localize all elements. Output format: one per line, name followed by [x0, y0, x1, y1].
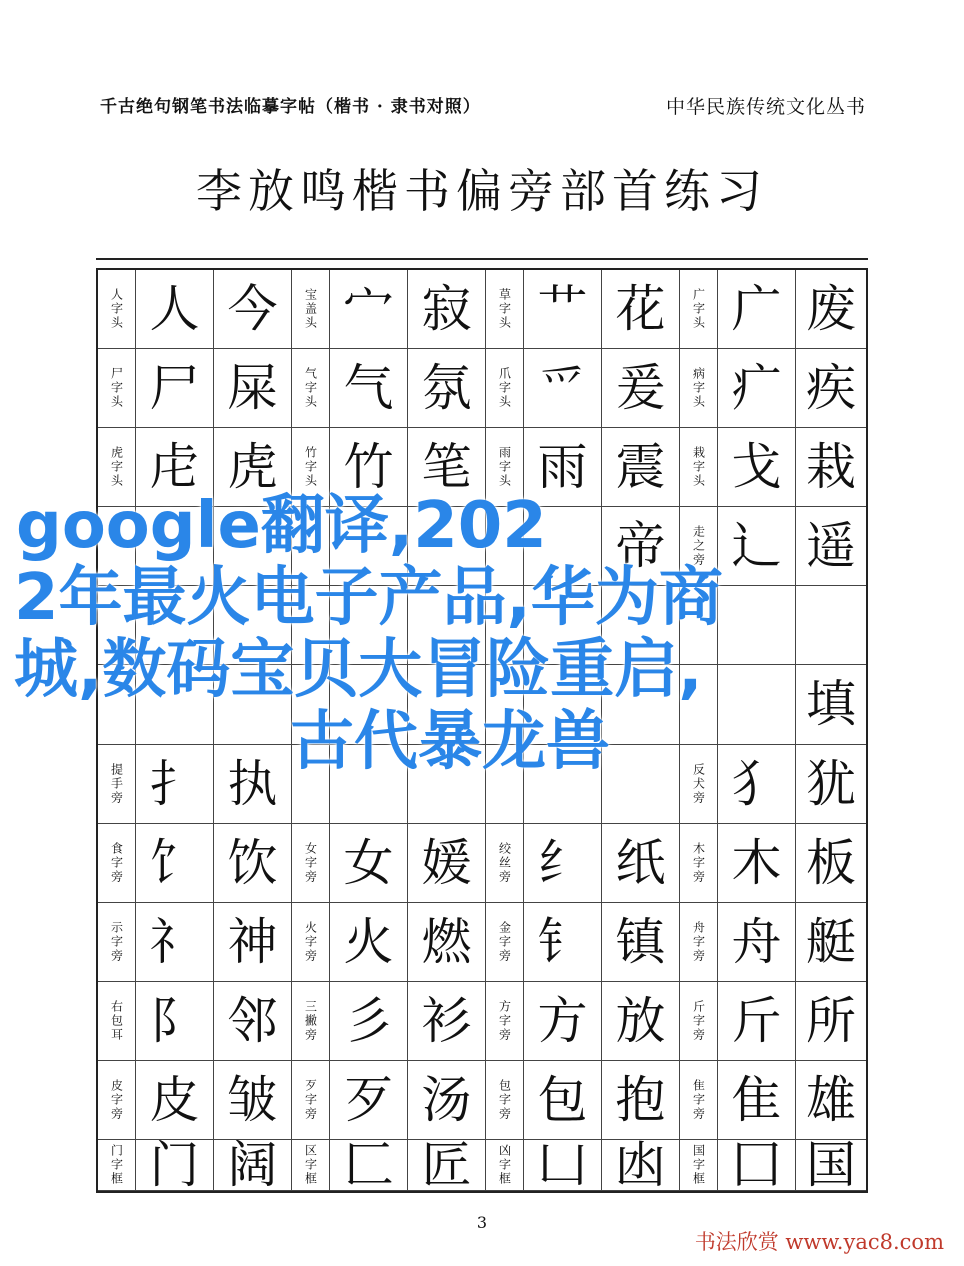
practice-glyph: 镇: [615, 912, 666, 971]
practice-glyph: 氛: [421, 359, 472, 418]
practice-glyph: 所: [806, 991, 856, 1050]
radical-label-cell: [98, 903, 136, 982]
glyph-cell: [524, 1061, 602, 1140]
practice-glyph: 雄: [806, 1070, 856, 1129]
radical-label-cell: [680, 903, 718, 982]
practice-glyph: 凼: [615, 1140, 666, 1191]
radical-label-cell: [98, 982, 136, 1061]
practice-glyph: 寂: [421, 280, 472, 339]
glyph-cell: [524, 349, 602, 428]
practice-glyph: 气: [343, 359, 394, 418]
glyph-cell: [136, 1061, 214, 1140]
practice-glyph: 尸: [149, 359, 200, 418]
radical-label-cell: [486, 824, 524, 903]
book-series-title: 中华民族传统文化丛书: [665, 96, 866, 118]
radical-label: 爪字头: [497, 367, 512, 410]
practice-glyph: 抱: [615, 1070, 666, 1129]
practice-glyph: 疾: [806, 359, 856, 418]
glyph-cell: [214, 1140, 292, 1191]
radical-label: 竹字头: [303, 446, 318, 489]
glyph-cell: [408, 1140, 486, 1191]
practice-glyph: 虍: [149, 438, 200, 497]
practice-glyph: 衫: [421, 991, 472, 1050]
radical-label: 三撇旁: [303, 999, 318, 1042]
glyph-cell: [602, 349, 680, 428]
glyph-cell: [136, 903, 214, 982]
practice-glyph: 皮: [149, 1070, 200, 1129]
radical-label-cell: [292, 982, 330, 1061]
radical-label: 提手旁: [109, 762, 124, 805]
practice-glyph: 囗: [731, 1140, 782, 1191]
glyph-cell: [796, 903, 866, 982]
practice-glyph: 废: [806, 280, 856, 339]
radical-label: 病字头: [691, 367, 706, 410]
glyph-cell: [718, 903, 796, 982]
glyph-cell: [718, 270, 796, 349]
overlay-line: 古代暴龙兽: [290, 705, 610, 779]
practice-glyph: 阔: [227, 1140, 278, 1191]
practice-glyph: 今: [227, 280, 278, 339]
glyph-cell: [602, 982, 680, 1061]
radical-label-cell: [680, 349, 718, 428]
practice-glyph: 纟: [537, 833, 588, 892]
glyph-cell: [408, 982, 486, 1061]
glyph-cell: [136, 349, 214, 428]
radical-label: 女字旁: [303, 841, 318, 884]
radical-label: 隹字旁: [691, 1078, 706, 1121]
radical-label-cell: [292, 824, 330, 903]
radical-label-cell: [486, 349, 524, 428]
practice-glyph: 饣: [149, 833, 200, 892]
glyph-cell: [214, 349, 292, 428]
practice-glyph: 匚: [343, 1140, 394, 1191]
glyph-cell: [330, 824, 408, 903]
radical-label: 反犬旁: [691, 762, 706, 805]
practice-glyph: 栽: [806, 438, 856, 497]
radical-label-cell: [486, 270, 524, 349]
glyph-cell: [136, 982, 214, 1061]
glyph-cell: [330, 1140, 408, 1191]
practice-glyph: 包: [537, 1070, 588, 1129]
overlay-line: 城,数码宝贝大冒险重启,: [14, 633, 703, 707]
practice-glyph: 艹: [537, 280, 588, 339]
glyph-cell: [214, 824, 292, 903]
practice-glyph: 宀: [343, 280, 394, 339]
glyph-cell: [214, 982, 292, 1061]
title-box: [96, 118, 868, 260]
practice-glyph: 犭: [731, 754, 782, 813]
radical-label-cell: [486, 1140, 524, 1191]
practice-glyph: 执: [227, 754, 278, 813]
radical-label: 火字旁: [303, 920, 318, 963]
practice-glyph: 方: [537, 991, 588, 1050]
practice-glyph: 隹: [731, 1070, 782, 1129]
glyph-cell: [330, 270, 408, 349]
practice-glyph: 女: [343, 833, 394, 892]
radical-label-cell: [680, 824, 718, 903]
glyph-cell: [408, 270, 486, 349]
practice-glyph: 花: [615, 280, 666, 339]
practice-glyph: 竹: [343, 438, 394, 497]
practice-glyph: 凵: [537, 1140, 588, 1191]
radical-label: 示字旁: [109, 920, 124, 963]
practice-glyph: 扌: [149, 754, 200, 813]
glyph-cell: [524, 903, 602, 982]
page-title: 李放鸣楷书偏旁部首练习: [196, 164, 768, 218]
practice-glyph: 爫: [537, 359, 588, 418]
glyph-cell: [408, 824, 486, 903]
glyph-cell: [796, 1061, 866, 1140]
glyph-cell: [796, 349, 866, 428]
practice-glyph: 犹: [806, 754, 856, 813]
radical-label: 右包耳: [109, 999, 124, 1042]
glyph-cell: [524, 270, 602, 349]
radical-label-cell: [292, 1061, 330, 1140]
practice-glyph: 门: [149, 1140, 200, 1191]
radical-label: 舟字旁: [691, 920, 706, 963]
practice-glyph: 燃: [421, 912, 472, 971]
glyph-cell: [718, 1061, 796, 1140]
practice-glyph: 火: [343, 912, 394, 971]
glyph-cell: [602, 1140, 680, 1191]
glyph-cell: [408, 1061, 486, 1140]
radical-label: 尸字头: [109, 367, 124, 410]
practice-glyph: 笔: [421, 438, 472, 497]
practice-glyph: 艇: [806, 912, 856, 971]
practice-glyph: 人: [149, 280, 200, 339]
practice-glyph: 戈: [731, 438, 782, 497]
radical-label: 食字旁: [109, 841, 124, 884]
glyph-cell: [796, 1140, 866, 1191]
glyph-cell: [602, 903, 680, 982]
glyph-cell: [718, 824, 796, 903]
overlay-line: google翻译,202: [16, 489, 547, 563]
radical-label: 走之旁: [691, 525, 706, 568]
practice-glyph: 匠: [421, 1140, 472, 1191]
radical-label-cell: [680, 982, 718, 1061]
glyph-cell: [330, 1061, 408, 1140]
radical-label: 皮字旁: [109, 1078, 124, 1121]
glyph-cell: [136, 270, 214, 349]
practice-glyph: 汤: [421, 1070, 472, 1129]
radical-label: 斤字旁: [691, 999, 706, 1042]
radical-label: 宝盖头: [303, 288, 318, 331]
radical-label: 金字旁: [497, 920, 512, 963]
radical-label-cell: [98, 270, 136, 349]
page-number: 3: [476, 1213, 488, 1232]
glyph-cell: [524, 824, 602, 903]
radical-label: 区字框: [303, 1144, 318, 1186]
practice-glyph: 彡: [343, 991, 394, 1050]
practice-glyph: 雨: [537, 438, 588, 497]
radical-label: 广字头: [691, 288, 706, 331]
radical-label-cell: [486, 903, 524, 982]
practice-glyph: 钅: [537, 912, 588, 971]
practice-glyph: 饮: [227, 833, 278, 892]
radical-label: 方字旁: [497, 999, 512, 1042]
glyph-cell: [214, 903, 292, 982]
practice-glyph: 疒: [731, 359, 782, 418]
glyph-cell: [524, 982, 602, 1061]
glyph-cell: [136, 824, 214, 903]
radical-label: 国字框: [691, 1144, 706, 1186]
radical-label: 绞丝旁: [497, 841, 512, 884]
glyph-cell: [330, 349, 408, 428]
radical-label-cell: [680, 270, 718, 349]
glyph-cell: [214, 1061, 292, 1140]
radical-label-cell: [680, 1140, 718, 1191]
practice-glyph: 屎: [227, 359, 278, 418]
practice-glyph: 广: [731, 280, 782, 339]
practice-glyph: 放: [615, 991, 666, 1050]
practice-glyph: 媛: [421, 833, 472, 892]
practice-glyph: 木: [731, 833, 782, 892]
glyph-cell: [718, 982, 796, 1061]
glyph-cell: [718, 1140, 796, 1191]
practice-glyph: 斤: [731, 991, 782, 1050]
radical-label: 虎字头: [109, 446, 124, 489]
practice-glyph: 爰: [615, 359, 666, 418]
glyph-cell: [214, 270, 292, 349]
radical-label-cell: [98, 1140, 136, 1191]
practice-glyph: 歹: [343, 1070, 394, 1129]
practice-glyph: 礻: [149, 912, 200, 971]
radical-label: 木字旁: [691, 841, 706, 884]
radical-label: 栽字头: [691, 446, 706, 489]
caption-overlay: [0, 490, 964, 778]
overlay-line: 2年最火电子产品,华为商: [14, 561, 723, 635]
radical-label-cell: [98, 349, 136, 428]
glyph-cell: [330, 982, 408, 1061]
radical-label: 雨字头: [497, 446, 512, 489]
book-series-subtitle: 千古绝句钢笔书法临摹字帖（楷书 · 隶书对照）: [100, 97, 481, 117]
glyph-cell: [524, 1140, 602, 1191]
radical-label: 草字头: [497, 288, 512, 331]
practice-glyph: 辶: [731, 517, 782, 576]
radical-label-cell: [98, 824, 136, 903]
radical-label: 包字旁: [497, 1078, 512, 1121]
radical-label-cell: [680, 1061, 718, 1140]
glyph-cell: [602, 270, 680, 349]
practice-glyph: 神: [227, 912, 278, 971]
practice-glyph: 纸: [615, 833, 666, 892]
radical-label-cell: [292, 270, 330, 349]
radical-label-cell: [98, 1061, 136, 1140]
glyph-cell: [796, 270, 866, 349]
radical-label: 人字头: [109, 288, 124, 331]
practice-glyph: 邻: [227, 991, 278, 1050]
glyph-cell: [408, 903, 486, 982]
radical-label: 门字框: [109, 1144, 124, 1186]
glyph-cell: [330, 903, 408, 982]
radical-label-cell: [292, 1140, 330, 1191]
glyph-cell: [796, 982, 866, 1061]
radical-label-cell: [292, 903, 330, 982]
practice-glyph: 板: [806, 833, 856, 892]
radical-label: 气字头: [303, 367, 318, 410]
glyph-cell: [602, 1061, 680, 1140]
practice-glyph: 阝: [149, 991, 200, 1050]
glyph-cell: [718, 349, 796, 428]
practice-glyph: 舟: [731, 912, 782, 971]
glyph-cell: [602, 824, 680, 903]
practice-glyph: 皱: [227, 1070, 278, 1129]
practice-glyph: 填: [806, 675, 856, 734]
site-watermark: 书法欣赏 www.yac8.com: [694, 1230, 944, 1254]
practice-glyph: 帝: [615, 517, 666, 576]
radical-label-cell: [292, 349, 330, 428]
radical-label: 歹字旁: [303, 1078, 318, 1121]
radical-label-cell: [486, 982, 524, 1061]
practice-glyph: 震: [615, 438, 666, 497]
glyph-cell: [796, 824, 866, 903]
glyph-cell: [408, 349, 486, 428]
radical-label-cell: [486, 1061, 524, 1140]
practice-glyph: 国: [806, 1140, 856, 1191]
radical-label: 凶字框: [497, 1144, 512, 1186]
glyph-cell: [136, 1140, 214, 1191]
practice-glyph: 遥: [806, 517, 856, 576]
practice-glyph: 虎: [227, 438, 278, 497]
